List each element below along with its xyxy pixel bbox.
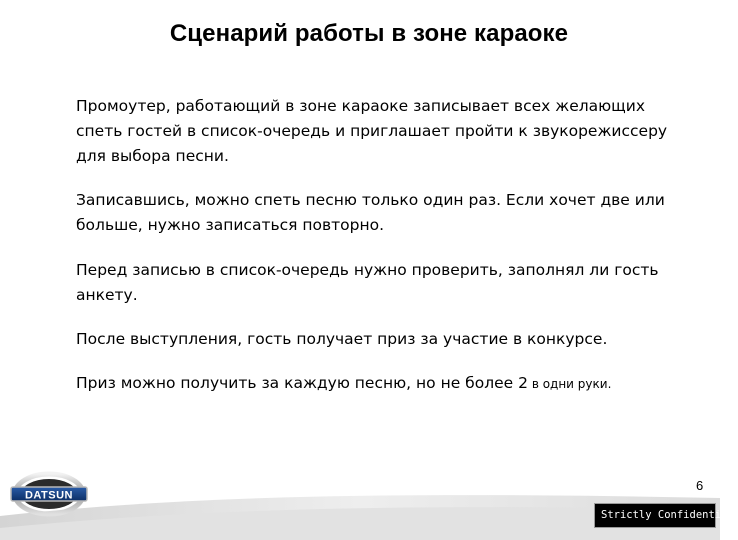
prize-limit-suffix: в одни руки. (528, 377, 612, 391)
paragraph-promoter: Промоутер, работающий в зоне караоке записывает всех желающих спеть гостей в список-очередь и приглашает пройти к звукорежиссеру для выбора песни. (76, 97, 668, 165)
paragraph-one-song: Записавшись, можно спеть песню только один раз. Если хочет две или больше, нужно записаться повторно. (76, 191, 665, 234)
confidential-label: Strictly Confidential (594, 503, 716, 528)
prize-limit-text: Приз можно получить за каждую песню, но не более (76, 374, 519, 392)
datsun-logo (9, 470, 89, 518)
svg-text:DATSUN: DATSUN (24, 489, 74, 502)
paragraph-questionnaire: Перед записью в список-очередь нужно проверить, заполнял ли гость анкету. (76, 261, 659, 304)
slide-body (76, 94, 696, 416)
paragraph-prize-limit (76, 371, 696, 397)
slide-title: Сценарий работы в зоне караоке (169, 20, 569, 47)
paragraph-prize: После выступления, гость получает приз за участие в конкурсе. (76, 330, 608, 348)
prize-limit-number: 2 (518, 374, 528, 392)
page-number: 6 (696, 478, 704, 493)
